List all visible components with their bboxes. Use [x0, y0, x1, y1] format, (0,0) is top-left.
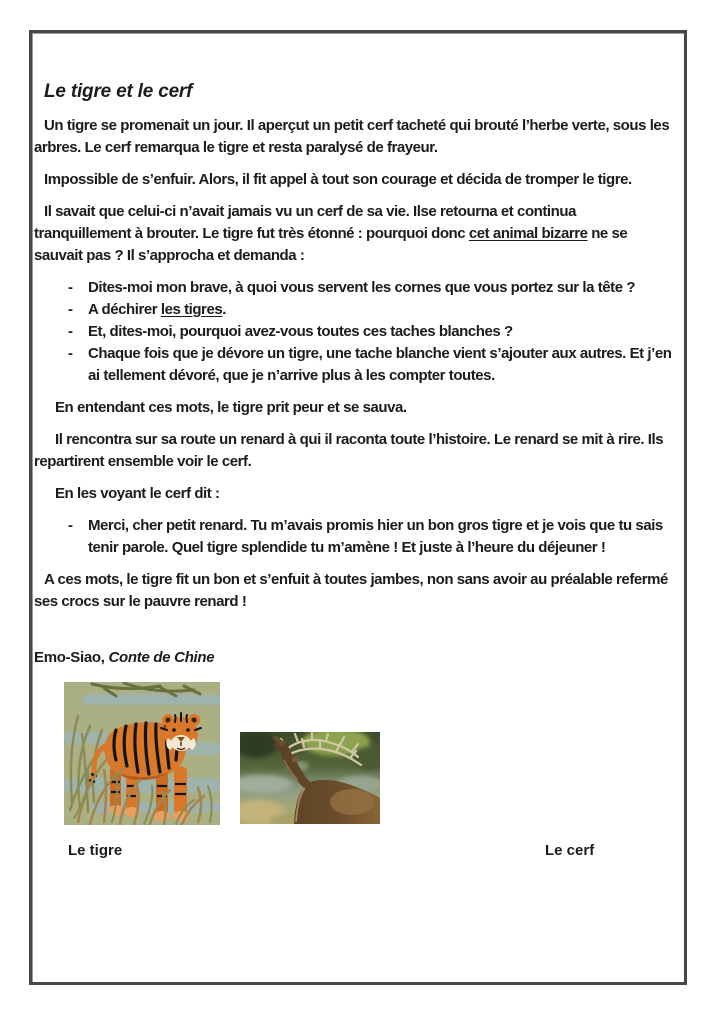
paragraph-6: En les voyant le cerf dit : [55, 485, 220, 502]
list-item-text [88, 299, 676, 321]
attribution-work: Conte de Chine [104, 649, 215, 666]
dash-bullet: - [68, 345, 73, 362]
caption-tiger: Le tigre [68, 842, 123, 859]
list-item [68, 277, 676, 299]
paragraph-3-text: Il savait que celui-ci n’avait jamais vu un cerf de sa vie. Ilse retourna et continua tranquillement à brouter. Le tigre fut très étonné : pourquoi donc [34, 203, 576, 242]
list-item-underline: les tigres [160, 301, 223, 318]
list-item [68, 515, 676, 559]
document-page [29, 30, 687, 985]
list-item-segment: Et, dites-moi, pourquoi avez-vous toutes ces taches blanches ? [88, 323, 513, 340]
list-item-text: Merci, cher petit renard. Tu m’avais promis hier un bon gros tigre et je vois que tu sais tenir parole. Quel tigre splendide tu m’amène ! Et juste à l’heure du déjeuner ! [88, 517, 663, 556]
attribution [34, 647, 676, 669]
dash-bullet: - [68, 323, 73, 340]
paragraph-2: Impossible de s’enfuir. Alors, il fit appel à tout son courage et décida de tromper le tigre. [44, 171, 632, 188]
paragraph-5: Il rencontra sur sa route un renard à qui il raconta toute l’histoire. Le renard se mit à rire. Ils repartirent ensemble voir le cerf. [34, 431, 664, 470]
list-item-segment: . [222, 301, 226, 318]
list-item-segment: Chaque fois que je dévore un tigre, une tache blanche vient s’ajouter aux autres. Et j’en ai tellement dévoré, que je n’arrive plus à les compter toutes. [88, 345, 672, 384]
dialogue-list [34, 277, 676, 387]
figures-row [34, 682, 676, 827]
paragraph-7: A ces mots, le tigre fit un bon et s’enfuit à toutes jambes, non sans avoir au préalable refermé ses crocs sur le pauvre renard ! [34, 571, 668, 610]
dash-bullet: - [68, 517, 73, 534]
paragraph-4: En entendant ces mots, le tigre prit peur et se sauva. [55, 399, 407, 416]
dash-bullet: - [68, 279, 73, 296]
list-item-text [88, 343, 676, 387]
paragraph-1: Un tigre se promenait un jour. Il aperçut un petit cerf tacheté qui brouté l’herbe verte, sous les arbres. Le cerf remarqua le tigre et resta paralysé de frayeur. [34, 117, 670, 156]
page-content [32, 33, 684, 864]
paragraph-3 [34, 201, 676, 267]
paragraph-3-text-end: ne se sauvait pas ? Il s’approcha et demanda : [34, 225, 628, 264]
underlined-phrase: cet animal bizarre [468, 225, 588, 242]
list-item [68, 299, 676, 321]
tiger-illustration [64, 682, 220, 825]
attribution-author: Emo-Siao, [34, 649, 105, 666]
page-title: Le tigre et le cerf [44, 81, 193, 102]
captions-row [34, 842, 676, 864]
dash-bullet: - [68, 301, 73, 318]
caption-deer: Le cerf [545, 842, 595, 859]
list-item-text [88, 321, 676, 343]
dialogue-list-2 [34, 515, 676, 559]
deer-photo [240, 732, 380, 824]
list-item-segment: A déchirer [88, 301, 161, 318]
list-item [68, 321, 676, 343]
list-item-text [88, 277, 676, 299]
list-item [68, 343, 676, 387]
list-item-segment: Dites-moi mon brave, à quoi vous servent les cornes que vous portez sur la tête ? [88, 279, 636, 296]
